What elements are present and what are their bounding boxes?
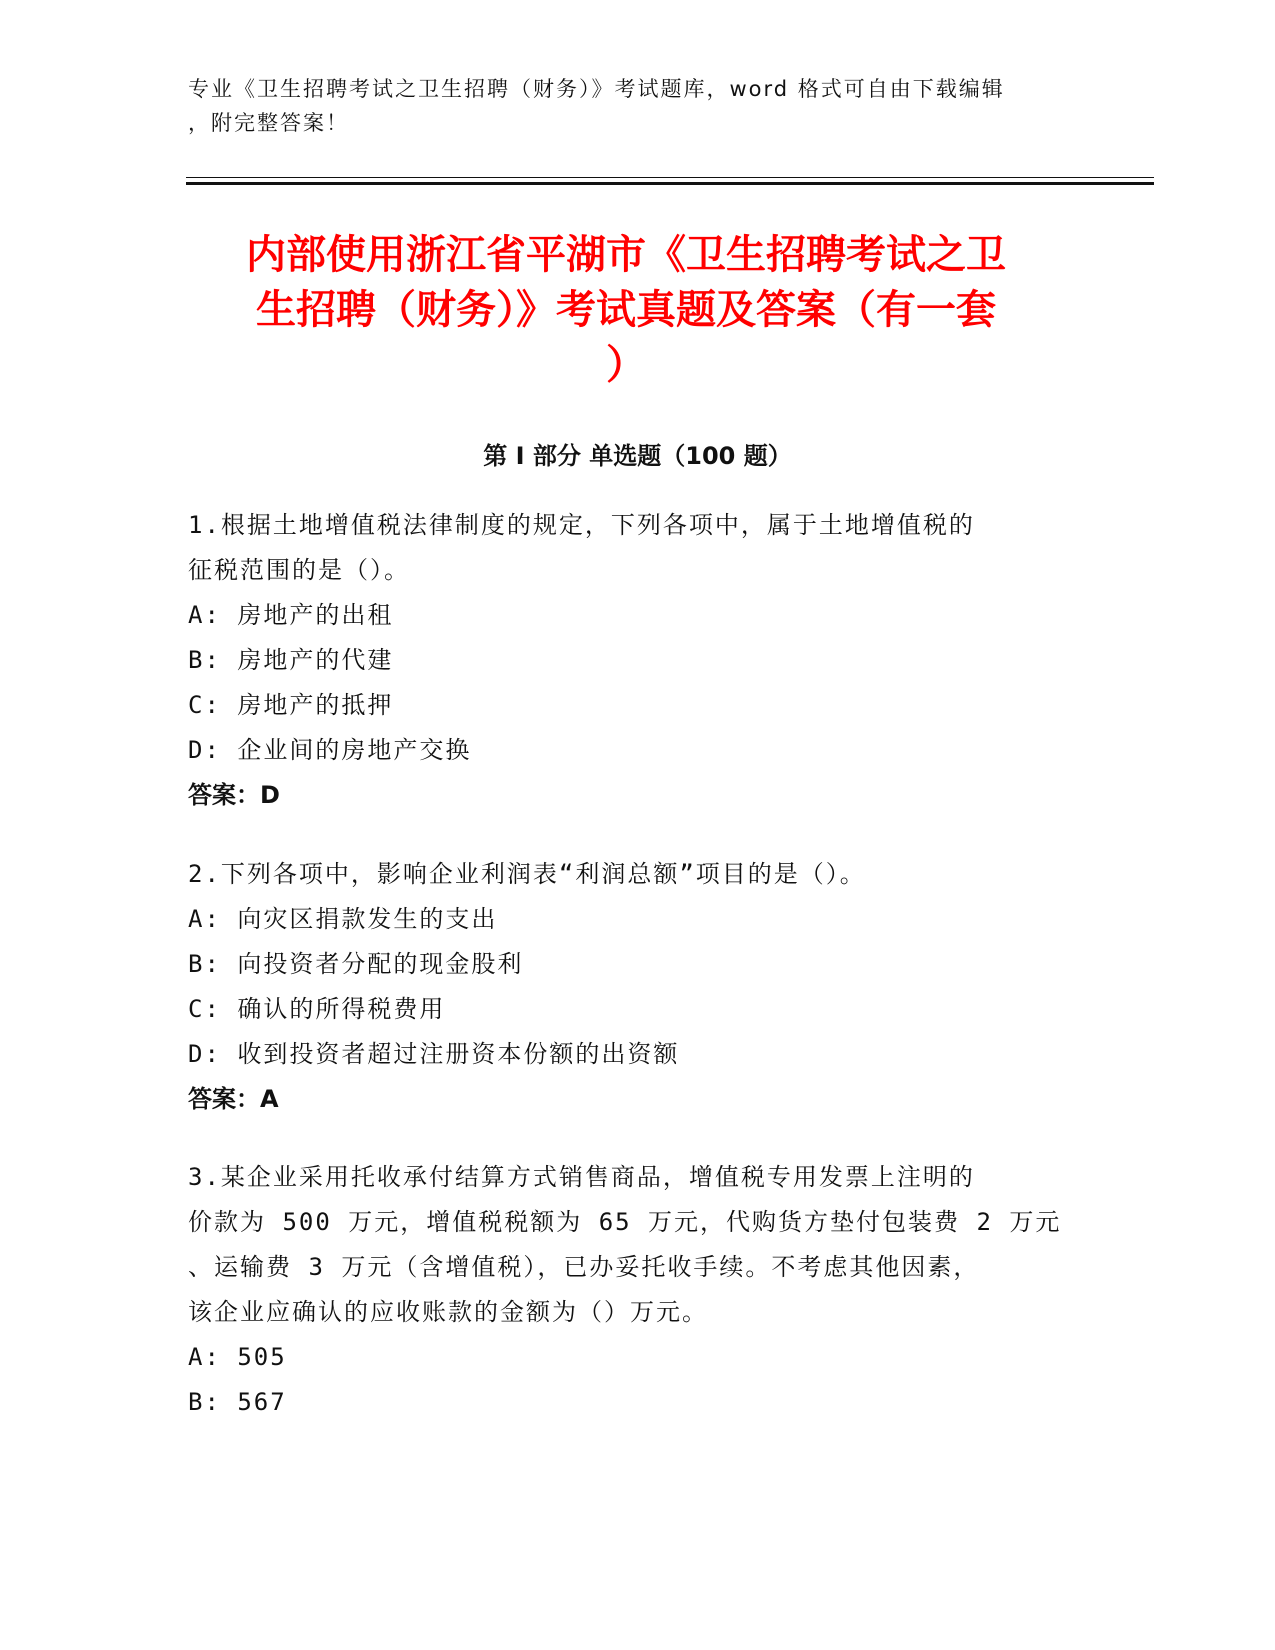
option-d: D: 企业间的房地产交换 bbox=[188, 736, 472, 764]
divider-thick bbox=[186, 182, 1154, 185]
answer: 答案：D bbox=[188, 781, 280, 809]
option-c: C: 房地产的抵押 bbox=[188, 691, 394, 719]
question-1 bbox=[188, 503, 1068, 818]
title-line: ） bbox=[606, 342, 646, 388]
question-stem-line: 2.下列各项中，影响企业利润表“利润总额”项目的是（）。 bbox=[188, 860, 866, 888]
option-b: B: 向投资者分配的现金股利 bbox=[188, 950, 524, 978]
question-stem-line: 、运输费 3 万元（含增值税），已办妥托收手续。不考虑其他因素， bbox=[188, 1253, 980, 1281]
question-stem-line: 价款为 500 万元，增值税税额为 65 万元，代购货方垫付包装费 2 万元 bbox=[188, 1208, 1062, 1236]
option-a: A: 房地产的出租 bbox=[188, 601, 394, 629]
option-b: B: 房地产的代建 bbox=[188, 646, 394, 674]
question-stem-line: 征税范围的是（）。 bbox=[188, 556, 410, 584]
option-a: A: 505 bbox=[188, 1343, 287, 1371]
header-note bbox=[188, 72, 1068, 140]
divider-thin bbox=[186, 177, 1154, 178]
header-note-line: ，附完整答案！ bbox=[188, 111, 349, 135]
option-b: B: 567 bbox=[188, 1388, 287, 1416]
question-stem-line: 3.某企业采用托收承付结算方式销售商品，增值税专用发票上注明的 bbox=[188, 1163, 975, 1191]
option-d: D: 收到投资者超过注册资本份额的出资额 bbox=[188, 1040, 680, 1068]
header-note-line: 专业《卫生招聘考试之卫生招聘（财务）》考试题库，word 格式可自由下载编辑 bbox=[188, 77, 1005, 101]
option-c: C: 确认的所得税费用 bbox=[188, 995, 446, 1023]
question-2 bbox=[188, 852, 1068, 1122]
question-stem-line: 该企业应确认的应收账款的金额为（）万元。 bbox=[188, 1298, 708, 1326]
title-line: 内部使用浙江省平湖市《卫生招聘考试之卫 bbox=[246, 232, 1006, 278]
section-heading: 第 I 部分 单选题（100 题） bbox=[483, 442, 792, 470]
question-stem-line: 1.根据土地增值税法律制度的规定，下列各项中，属于土地增值税的 bbox=[188, 511, 975, 539]
title-line: 生招聘（财务）》考试真题及答案（有一套 bbox=[256, 287, 996, 333]
document-title bbox=[186, 228, 1066, 393]
question-3 bbox=[188, 1155, 1068, 1425]
option-a: A: 向灾区捐款发生的支出 bbox=[188, 905, 498, 933]
answer: 答案：A bbox=[188, 1085, 279, 1113]
